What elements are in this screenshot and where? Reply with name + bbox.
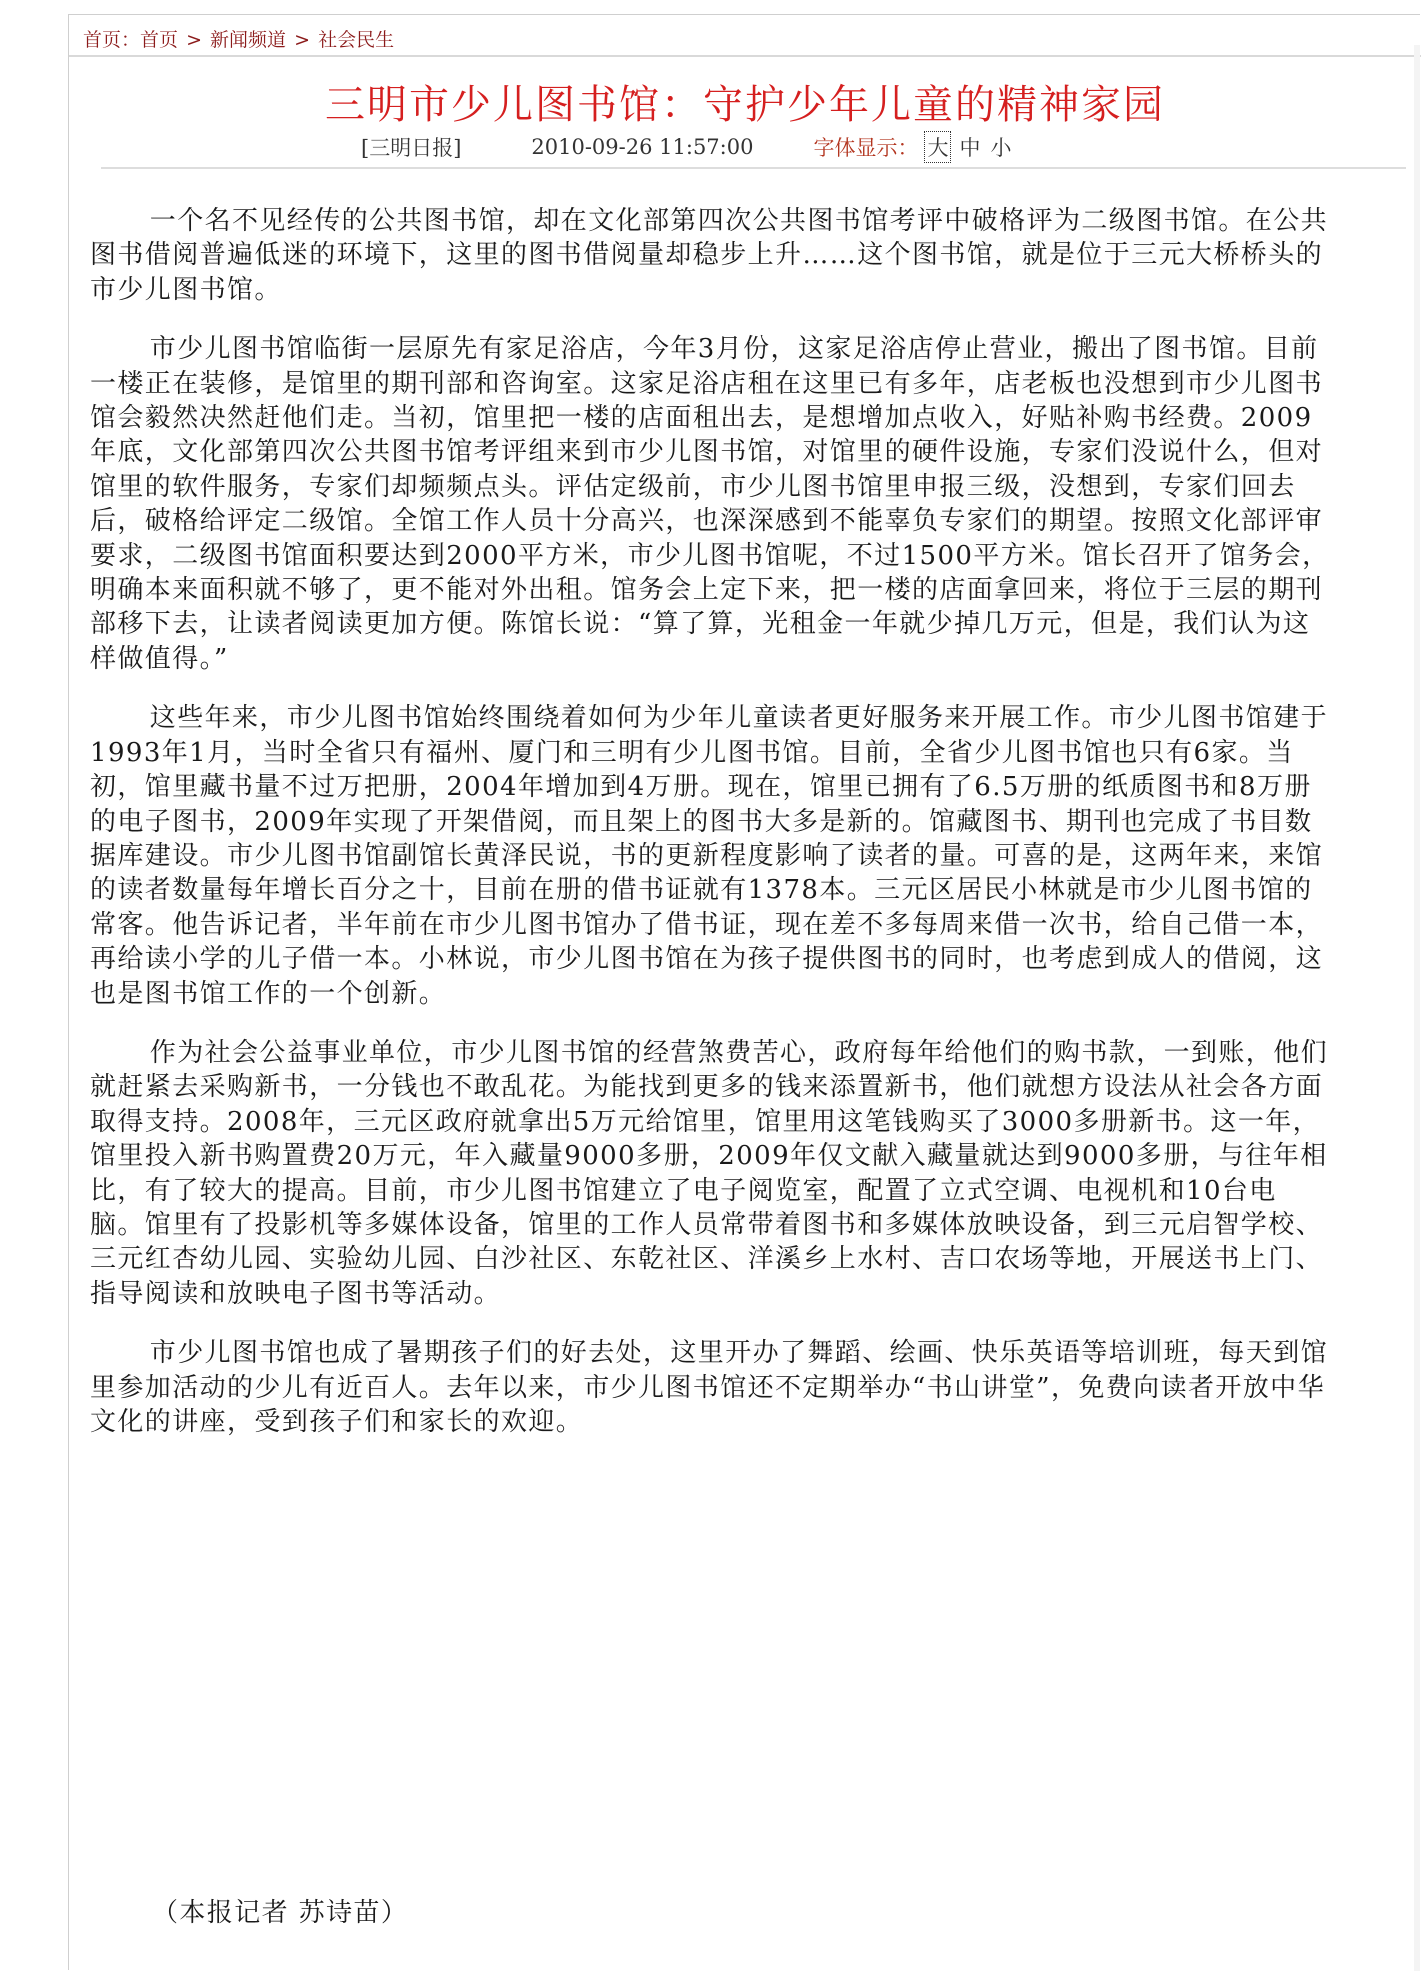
article-meta bbox=[361, 131, 1013, 163]
breadcrumb-separator: > bbox=[186, 29, 202, 51]
meta-divider bbox=[101, 167, 1406, 169]
breadcrumb-separator: > bbox=[294, 29, 311, 51]
breadcrumb-home[interactable]: 首页 bbox=[140, 29, 179, 51]
font-size-small-button[interactable]: 小 bbox=[990, 136, 1012, 160]
article-paragraph: 一个名不见经传的公共图书馆，却在文化部第四次公共图书馆考评中破格评为二级图书馆。在公共图书借阅普遍低迷的环境下，这里的图书借阅量却稳步上升……这个图书馆，就是位于三元大桥桥头的市少儿图书馆。 bbox=[90, 206, 1328, 305]
article-paragraph: 市少儿图书馆临街一层原先有家足浴店，今年3月份，这家足浴店停止营业，搬出了图书馆。目前一楼正在装修，是馆里的期刊部和咨询室。这家足浴店租在这里已有多年，店老板也没想到市少儿图书馆会毅然决然赶他们走。当初，馆里把一楼的店面租出去，是想增加点收入，好贴补购书经费。2009年底，文化部第四次公共图书馆考评组来到市少儿图书馆，对馆里的硬件设施，专家们没说什么，但对馆里的软件服务，专家们却频频点头。评估定级前，市少儿图书馆里申报三级，没想到，专家们回去后，破格给评定二级馆。全馆工作人员十分高兴，也深深感到不能辜负专家们的期望。按照文化部评审要求，二级图书馆面积要达到2000平方米，市少儿图书馆呢，不过1500平方米。馆长召开了馆务会，明确本来面积就不够了，更不能对外出租。馆务会上定下来，把一楼的店面拿回来，将位于三层的期刊部移下去，让读者阅读更加方便。陈馆长说：“算了算，光租金一年就少掉几万元，但是，我们认为这样做值得。” bbox=[90, 334, 1330, 674]
page-edge bbox=[1414, 45, 1420, 1971]
breadcrumb-society[interactable]: 社会民生 bbox=[318, 29, 395, 51]
article-byline: （本报记者 苏诗苗） bbox=[152, 1898, 409, 1928]
font-size-label: 字体显示： bbox=[813, 136, 919, 160]
article-body bbox=[90, 204, 1330, 1464]
article-paragraph: 作为社会公益事业单位，市少儿图书馆的经营煞费苦心，政府每年给他们的购书款，一到账，他们就赶紧去采购新书，一分钱也不敢乱花。为能找到更多的钱来添置新书，他们就想方设法从社会各方面取得支持。2008年，三元区政府就拿出5万元给馆里，馆里用这笔钱购买了3000多册新书。这一年，馆里投入新书购置费20万元，年入藏量9000多册，2009年仅文献入藏量就达到9000多册，与往年相比，有了较大的提高。目前，市少儿图书馆建立了电子阅览室，配置了立式空调、电视机和10台电脑。馆里有了投影机等多媒体设备，馆里的工作人员常带着图书和多媒体放映设备，到三元启智学校、三元红杏幼儿园、实验幼儿园、白沙社区、东乾社区、洋溪乡上水村、吉口农场等地，开展送书上门、指导阅读和放映电子图书等活动。 bbox=[90, 1037, 1328, 1309]
font-size-large-button[interactable]: 大 bbox=[924, 131, 951, 163]
article-paragraph: 市少儿图书馆也成了暑期孩子们的好去处，这里开办了舞蹈、绘画、快乐英语等培训班，每天到馆里参加活动的少儿有近百人。去年以来，市少儿图书馆还不定期举办“书山讲堂”，免费向读者开放中华文化的讲座，受到孩子们和家长的欢迎。 bbox=[90, 1338, 1328, 1437]
article-paragraph: 这些年来，市少儿图书馆始终围绕着如何为少年儿童读者更好服务来开展工作。市少儿图书馆建于1993年1月，当时全省只有福州、厦门和三明有少儿图书馆。目前，全省少儿图书馆也只有6家。当初，馆里藏书量不过万把册，2004年增加到4万册。现在，馆里已拥有了6.5万册的纸质图书和8万册的电子图书，2009年实现了开架借阅，而且架上的图书大多是新的。馆藏图书、期刊也完成了书目数据库建设。市少儿图书馆副馆长黄泽民说，书的更新程度影响了读者的量。可喜的是，这两年来，来馆的读者数量每年增长百分之十，目前在册的借书证就有1378本。三元区居民小林就是市少儿图书馆的常客。他告诉记者，半年前在市少儿图书馆办了借书证，现在差不多每周来借一次书，给自己借一本，再给读小学的儿子借一本。小林说，市少儿图书馆在为孩子提供图书的同时，也考虑到成人的借阅，这也是图书馆工作的一个创新。 bbox=[90, 703, 1328, 1009]
breadcrumb-divider bbox=[69, 55, 1421, 57]
breadcrumb-news-channel[interactable]: 新闻频道 bbox=[210, 29, 287, 51]
article-source: [三明日报] bbox=[361, 136, 462, 160]
font-size-medium-button[interactable]: 中 bbox=[959, 136, 981, 160]
article-title: 三明市少儿图书馆：守护少年儿童的精神家园 bbox=[325, 82, 1165, 128]
breadcrumb bbox=[83, 25, 394, 52]
article-datetime: 2010-09-26 11:57:00 bbox=[531, 135, 754, 159]
breadcrumb-home-label[interactable]: 首页： bbox=[83, 29, 141, 51]
